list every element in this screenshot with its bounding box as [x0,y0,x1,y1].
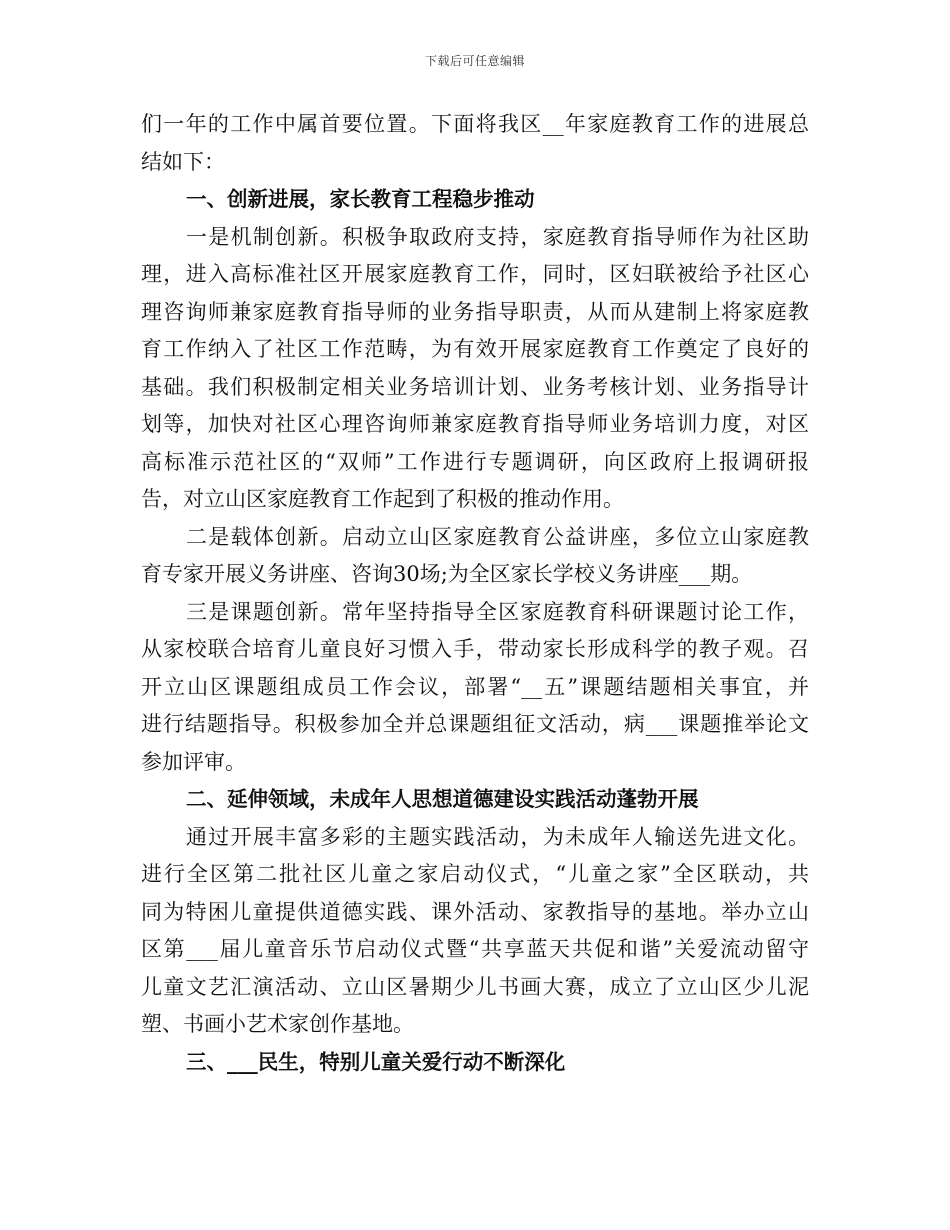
paragraph-line: 参加评审。 [141,749,246,774]
page-header: 下载后可任意编辑 [424,54,525,68]
paragraph-line: 理咨询师兼家庭教育指导师的业务指导职责，从而从建制上将家庭教 [141,299,809,324]
paragraph-line: 二是载体创新。启动立山区家庭教育公益讲座，多位立山家庭教 [186,524,809,549]
section-heading: 一、创新进展，家长教育工程稳步推动 [186,187,535,211]
paragraph-line: 告，对立山区家庭教育工作起到了积极的推动作用。 [141,487,624,511]
paragraph-line: 高标准示范社区的“双师”工作进行专题调研，向区政府上报调研报 [141,449,809,474]
paragraph-line: 通过开展丰富多彩的主题实践活动，为未成年人输送先进文化。 [186,824,809,849]
paragraph-line: 进行结题指导。积极参加全并总课题组征文活动，病___课题推举论文 [141,712,809,736]
paragraph-line: 区第___届儿童音乐节启动仪式暨“共享蓝天共促和谐”关爱流动留守 [141,937,809,961]
paragraph-line: 进行全区第二批社区儿童之家启动仪式，“儿童之家”全区联动，共 [141,862,809,886]
document-body [141,106,809,1081]
paragraph-line: 结如下： [141,149,225,174]
paragraph-line: 理，进入高标准社区开展家庭教育工作，同时，区妇联被给予社区心 [141,262,809,286]
paragraph-line: 划等，加快对社区心理咨询师兼家庭教育指导师业务培训力度，对区 [141,412,809,436]
paragraph-line: 们一年的工作中属首要位置。下面将我区__年家庭教育工作的进展总 [141,112,809,136]
paragraph-line: 一是机制创新。积极争取政府支持，家庭教育指导师作为社区助 [186,224,809,249]
paragraph-line: 开立山区课题组成员工作会议，部署“__五”课题结题相关事宜，并 [141,674,809,699]
paragraph-line: 育专家开展义务讲座、咨询30场;为全区家长学校义务讲座___期。 [141,562,753,586]
paragraph-line: 三是课题创新。常年坚持指导全区家庭教育科研课题讨论工作， [186,599,809,624]
paragraph-line: 塑、书画小艺术家创作基地。 [141,1012,414,1036]
paragraph-line: 从家校联合培育儿童良好习惯入手，带动家长形成科学的教子观。召 [141,637,809,661]
section-heading: 二、延伸领域，未成年人思想道德建设实践活动蓬勃开展 [186,787,699,811]
paragraph-line: 同为特困儿童提供道德实践、课外活动、家教指导的基地。举办立山 [141,899,809,924]
paragraph-line: 育工作纳入了社区工作范畴，为有效开展家庭教育工作奠定了良好的 [141,337,809,361]
paragraph-line: 基础。我们积极制定相关业务培训计划、业务考核计划、业务指导计 [141,374,809,399]
section-heading: 三、___民生，特别儿童关爱行动不断深化 [186,1049,566,1074]
paragraph-line: 儿童文艺汇演活动、立山区暑期少儿书画大赛，成立了立山区少儿泥 [141,974,809,999]
